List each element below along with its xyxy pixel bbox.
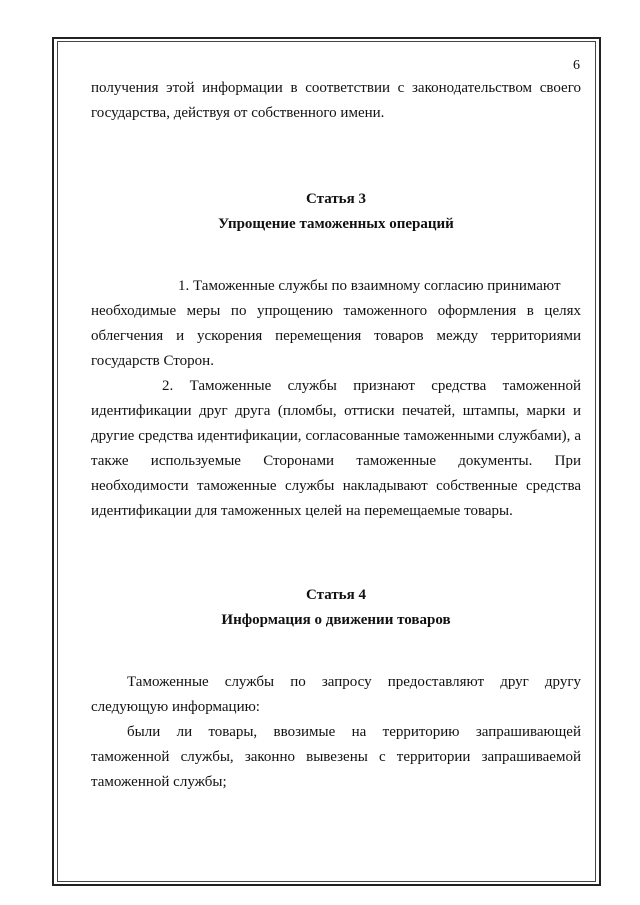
document-body <box>91 76 581 795</box>
article-4-number: Статья 4 <box>306 587 366 603</box>
article-3-number: Статья 3 <box>306 191 366 207</box>
article-4-para-2: были ли товары, ввозимые на территорию запрашивающей таможенной службы, законно вывезены с территории запрашиваемой таможенной службы; <box>91 724 581 790</box>
article-3-para-1-rest: необходимые меры по упрощению таможенного оформления в целях облегчения и ускорения перемещения товаров между территориями государств Сторон. <box>91 303 581 369</box>
article-4-para-1: Таможенные службы по запросу предоставляют друг другу следующую информацию: <box>91 674 581 715</box>
article-4-title: Информация о движении товаров <box>221 612 451 628</box>
page-number: 6 <box>573 58 580 73</box>
article-3-title: Упрощение таможенных операций <box>218 216 454 232</box>
article-3-para-1-first-line: 1. Таможенные службы по взаимному согласию принимают <box>178 278 561 294</box>
article-3-para-2: 2. Таможенные службы признают средства таможенной идентификации друг друга (пломбы, оттиски печатей, штампы, марки и другие средства идентификации, согласованные таможенными службами), а также используемые Сторонами таможенные документы. При необходимости таможенные службы накладывают собственные средства идентификации для таможенных целей на перемещаемые товары. <box>91 378 581 519</box>
intro-paragraph: получения этой информации в соответствии с законодательством своего государства, действуя от собственного имени. <box>91 80 581 121</box>
